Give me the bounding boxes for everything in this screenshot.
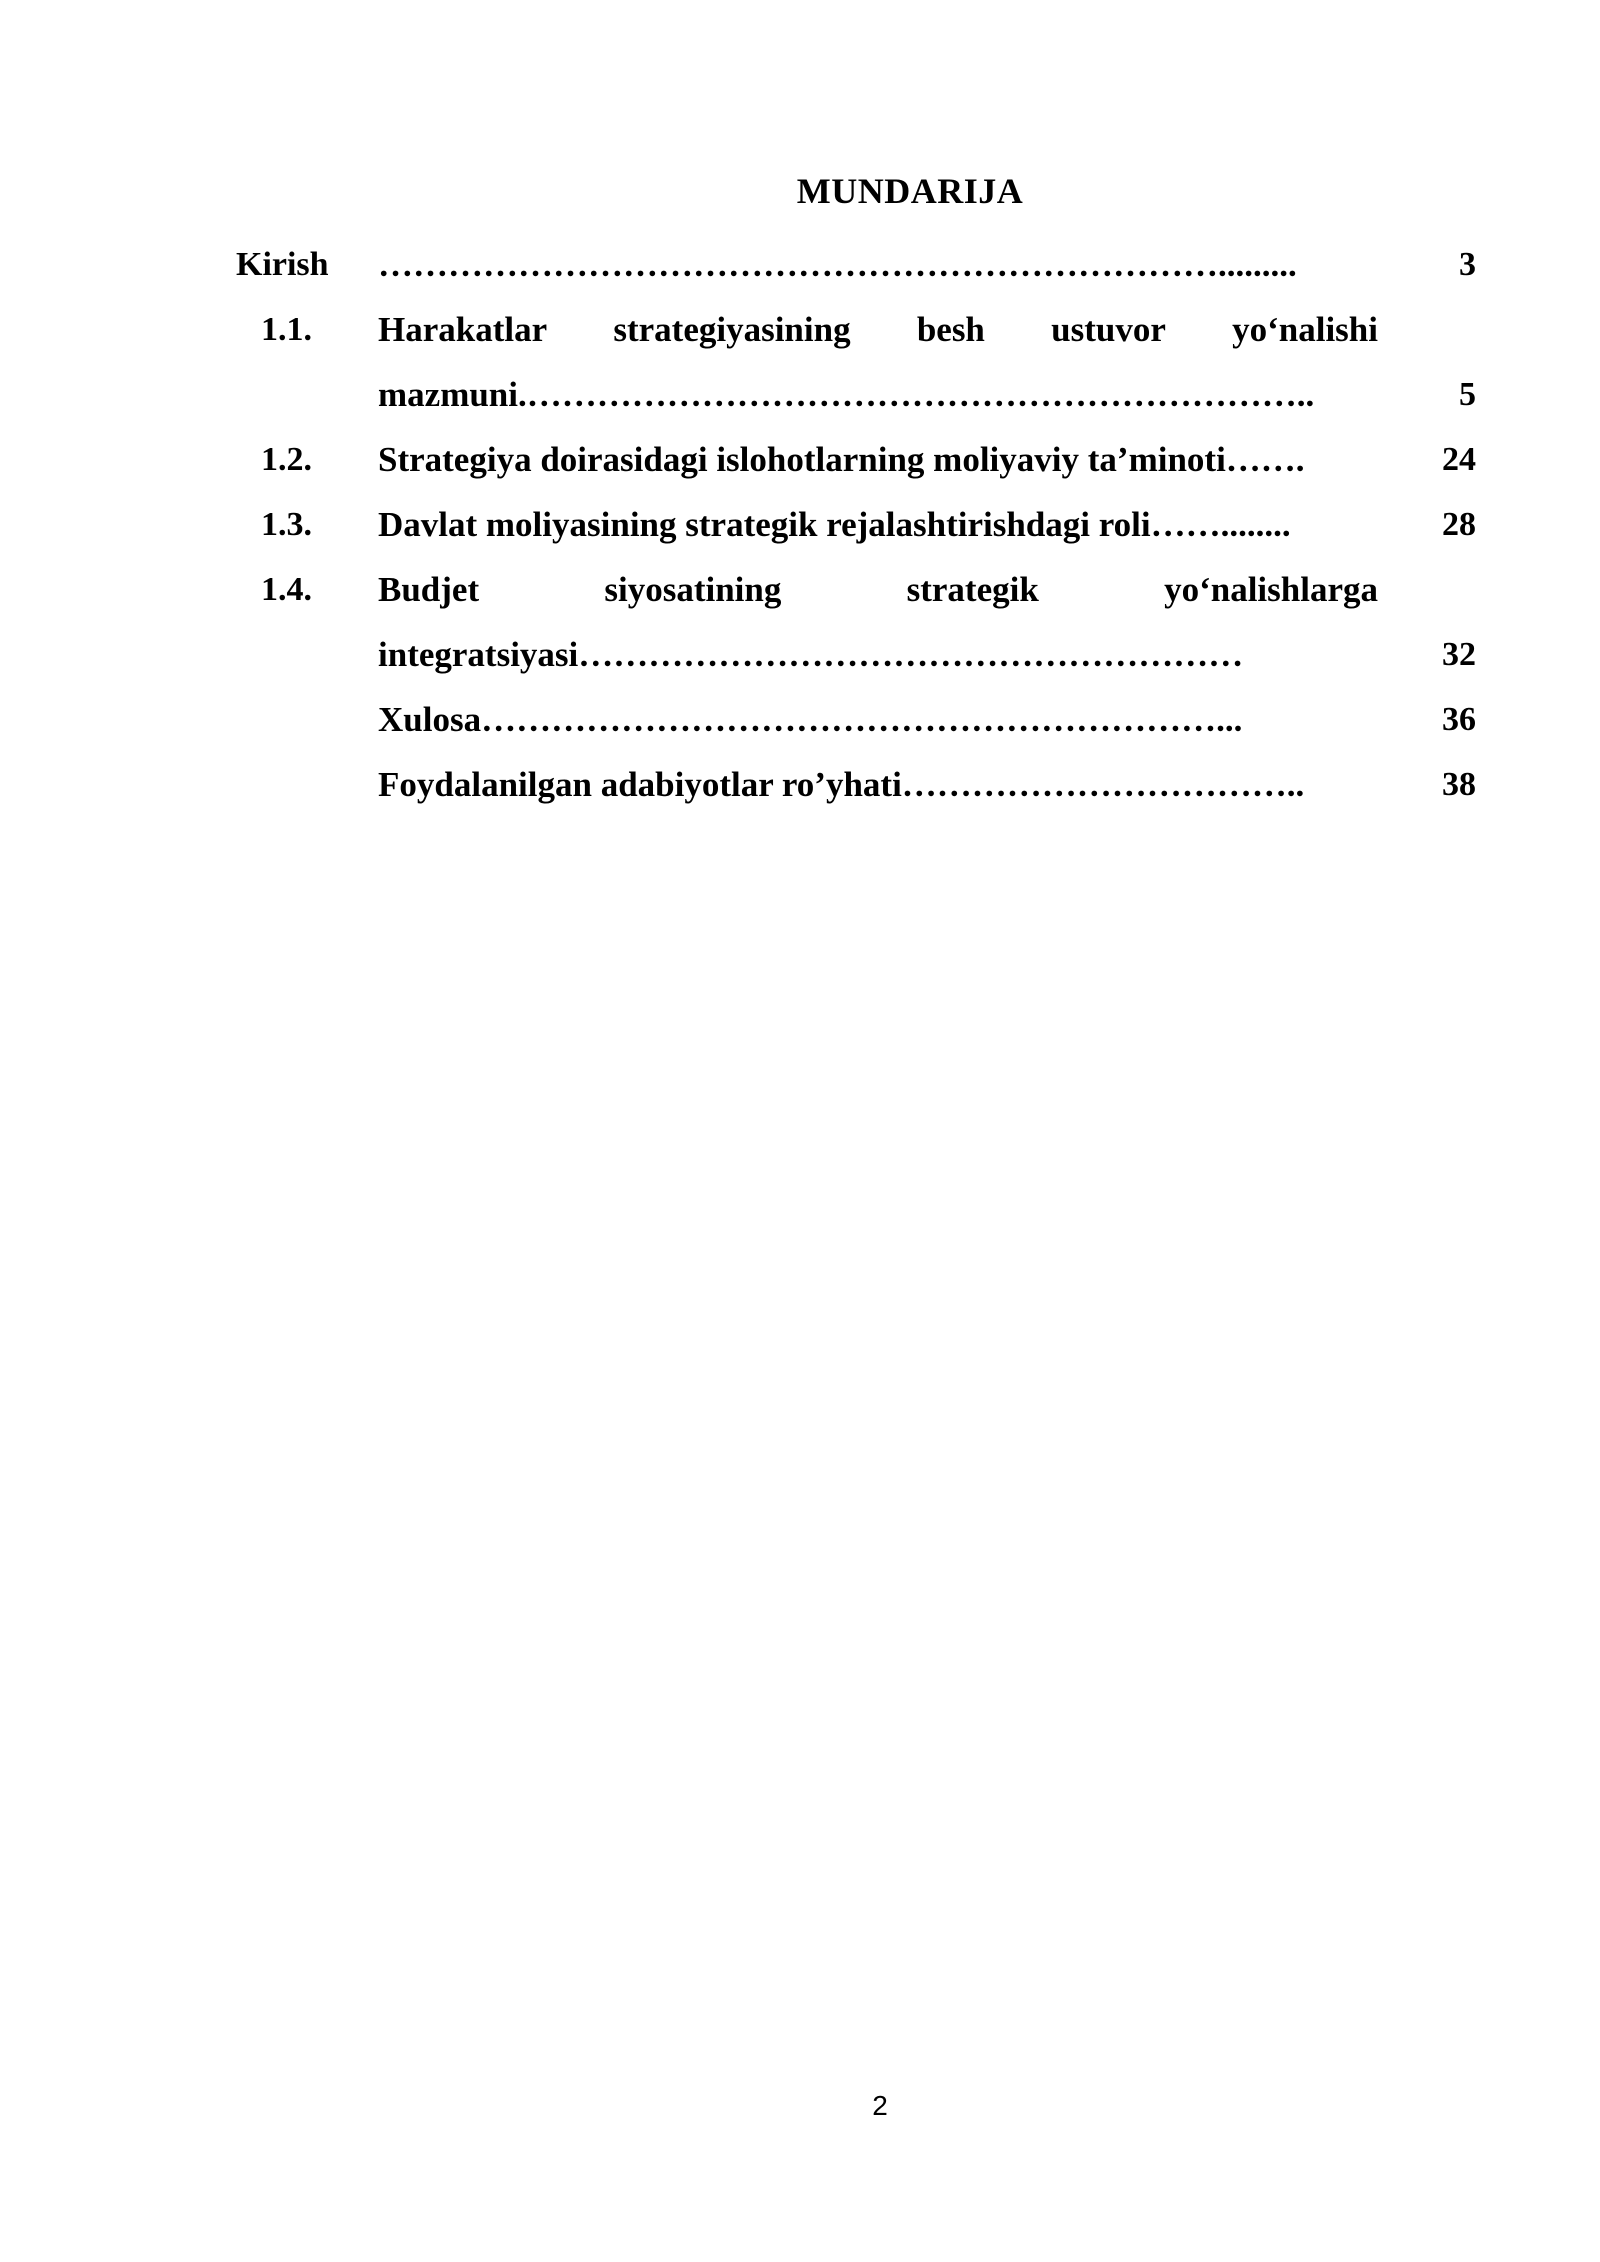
toc-word: strategiyasining xyxy=(613,310,851,349)
page-number: 2 xyxy=(872,2090,888,2121)
toc-entry-title-line: Davlat moliyasining strategik rejalashtirishdagi roli……........ xyxy=(378,505,1291,544)
toc-word: yo‘nalishi xyxy=(1232,310,1378,349)
toc-entry-title xyxy=(378,297,1378,427)
toc-entry-title-line xyxy=(378,297,1378,362)
toc-word: besh xyxy=(916,310,985,349)
toc-entry-number: 1.2. xyxy=(261,441,312,478)
toc-entry-title xyxy=(378,752,1378,817)
toc-entry-page: 5 xyxy=(1459,376,1476,413)
toc-entry-title xyxy=(378,427,1378,492)
toc-entry-title xyxy=(378,687,1378,752)
toc-word: Harakatlar xyxy=(378,310,548,349)
toc-entry-title xyxy=(378,557,1378,687)
toc-entry-1-2 xyxy=(236,427,1476,492)
toc-entry-leader: ………………………………………………………………......... xyxy=(378,245,1297,284)
toc-entry-title-line: Xulosa………………………………………………………... xyxy=(378,700,1243,739)
toc-entry-page: 3 xyxy=(1459,246,1476,283)
toc-word: ustuvor xyxy=(1051,310,1166,349)
table-of-contents xyxy=(236,232,1476,817)
toc-entry-kirish xyxy=(236,232,1476,297)
toc-entry-number: 1.1. xyxy=(261,311,312,348)
toc-entry-page: 24 xyxy=(1442,441,1476,478)
toc-entry-page: 32 xyxy=(1442,636,1476,673)
toc-entry-title xyxy=(378,232,1378,297)
toc-entry-number: 1.4. xyxy=(261,571,312,608)
toc-entry-title-line2: mazmuni.………………………………………………………….. xyxy=(378,375,1315,414)
toc-entry-1-3 xyxy=(236,492,1476,557)
toc-entry-adabiyotlar xyxy=(236,752,1476,817)
toc-entry-title-line2: integratsiyasi………………………………………………… xyxy=(378,635,1244,674)
toc-word: Budjet xyxy=(378,570,480,609)
toc-word: siyosatining xyxy=(604,570,782,609)
toc-entry-page: 38 xyxy=(1442,766,1476,803)
toc-word: strategik xyxy=(906,570,1039,609)
toc-entry-page: 28 xyxy=(1442,506,1476,543)
toc-entry-page: 36 xyxy=(1442,701,1476,738)
page-title: MUNDARIJA xyxy=(796,171,1024,211)
toc-entry-title-line: Foydalanilgan adabiyotlar ro’yhati…………………………….. xyxy=(378,765,1305,804)
toc-entry-title xyxy=(378,492,1378,557)
toc-entry-1-4 xyxy=(236,557,1476,687)
toc-entry-number: Kirish xyxy=(236,246,329,283)
toc-entry-number: 1.3. xyxy=(261,506,312,543)
toc-entry-1-1 xyxy=(236,297,1476,427)
toc-entry-title-line: Strategiya doirasidagi islohotlarning moliyaviy ta’minoti……. xyxy=(378,440,1305,479)
toc-entry-xulosa xyxy=(236,687,1476,752)
toc-entry-title-line xyxy=(378,557,1378,622)
toc-word: yo‘nalishlarga xyxy=(1164,570,1378,609)
